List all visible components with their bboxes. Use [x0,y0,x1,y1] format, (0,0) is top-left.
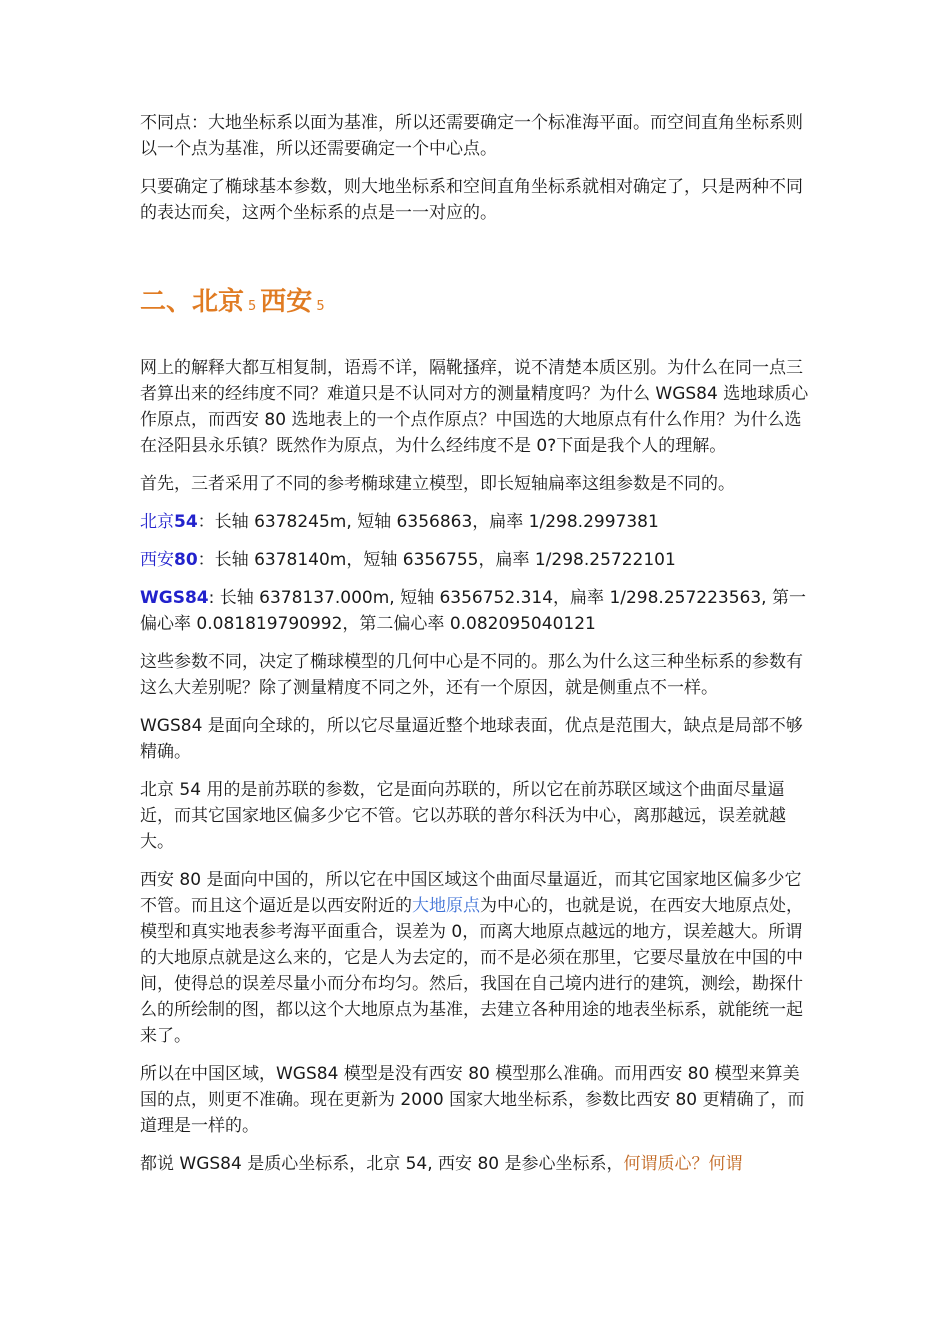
centroid-question: 何谓质心？何谓 [623,1154,743,1174]
heading-sub-2: 5 [316,299,325,314]
param-wgs-name: WGS84 [140,588,209,608]
paragraph-geometric-center: 这些参数不同，决定了椭球模型的几何中心是不同的。那么为什么这三种坐标系的参数有这么大差别呢？除了测量精度不同之外，还有一个原因，就是侧重点不一样。 [140,652,803,698]
heading-text-xian: 西安 [260,287,313,317]
paragraph-centroid [140,1151,812,1177]
param-beijing-num: 54 [174,512,198,532]
paragraph-wgs84: WGS84 是面向全球的，所以它尽量逼近整个地球表面，优点是范围大，缺点是局部不够精确。 [140,716,803,762]
param-wgs84 [140,585,812,637]
document-body [140,110,812,1189]
geodetic-origin-link[interactable]: 大地原点 [412,896,480,916]
paragraph-intro: 网上的解释大都互相复制，语焉不详，隔靴搔痒，说不清楚本质区别。为什么在同一点三者算出来的经纬度不同？难道只是不认同对方的测量精度吗？为什么 WGS84 选地球质心作原点，而西安 80 选地表上的一个点作原点？中国选的大地原点有什么作用？为什么选在泾阳县永乐镇？既然作为原点，为什么经纬度不是 0?下面是我个人的理解。 [140,358,809,456]
heading-sub-1: 5 [248,299,257,314]
heading-text-beijing: 二、北京 [140,287,245,317]
paragraph-ellipsoid-params: 只要确定了椭球基本参数，则大地坐标系和空间直角坐标系就相对确定了，只是两种不同的表达而矣，这两个坐标系的点是一一对应的。 [140,177,803,223]
param-beijing-name: 北京 [140,512,174,532]
param-xian-num: 80 [174,550,198,570]
paragraph-xian80 [140,867,812,1049]
param-beijing54 [140,509,812,535]
param-xian80 [140,547,812,573]
xian80-text-a: 西安 80 是面向中国的，所以它在中国区域这个曲面尽量逼近，而其它国家地区偏多少它不管。而且这个逼近是以西安附近的 [140,870,802,916]
centroid-text: 都说 WGS84 是质心坐标系，北京 54, 西安 80 是参心坐标系， [140,1154,624,1174]
paragraph-china-region: 所以在中国区域，WGS84 模型是没有西安 80 模型那么准确。而用西安 80 模型来算美国的点，则更不准确。现在更新为 2000 国家大地坐标系，参数比西安 80 更精确了，而道理是一样的。 [140,1064,805,1136]
param-xian-values: ：长轴 6378140m，短轴 6356755，扁率 1/298.25722101 [197,550,676,570]
xian80-text-b: 为中心的，也就是说，在西安大地原点处，模型和真实地表参考海平面重合，误差为 0，而离大地原点越远的地方，误差越大。所谓的大地原点就是这么来的，它是人为去定的，而不是必须在那里，它要尽量放在中国的中间，使得总的误差尽量小而分布均匀。然后，我国在自己境内进行的建筑，测绘，勘探什么的所绘制的图，都以这个大地原点为基准，去建立各种用途的地表坐标系，就能统一起来了。 [140,896,803,1046]
param-xian-name: 西安 [140,550,174,570]
param-beijing-values: ：长轴 6378245m, 短轴 6356863，扁率 1/298.2997381 [197,512,659,532]
paragraph-first: 首先，三者采用了不同的参考椭球建立模型，即长短轴扁率这组参数是不同的。 [140,474,735,494]
section-heading [140,284,812,325]
paragraph-difference: 不同点：大地坐标系以面为基准，所以还需要确定一个标准海平面。而空间直角坐标系则以一个点为基准，所以还需要确定一个中心点。 [140,113,803,159]
param-wgs-values: : 长轴 6378137.000m, 短轴 6356752.314，扁率 1/298.257223563, 第一偏心率 0.081819790992，第二偏心率 0.082095040121 [140,588,806,634]
paragraph-beijing54: 北京 54 用的是前苏联的参数，它是面向苏联的，所以它在前苏联区域这个曲面尽量逼近，而其它国家地区偏多少它不管。它以苏联的普尔科沃为中心，离那越远，误差就越大。 [140,780,786,852]
